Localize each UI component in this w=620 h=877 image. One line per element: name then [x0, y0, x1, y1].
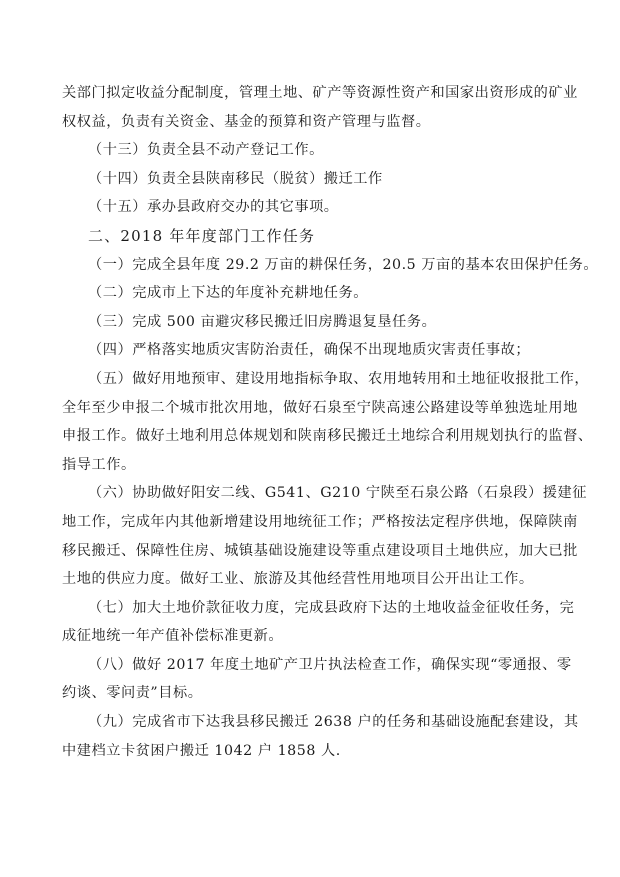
paragraph-line: 地工作，完成年内其他新增建设用地统征工作；严格按法定程序供地，保障陕南	[62, 513, 578, 530]
paragraph-line: 全年至少申报二个城市批次用地，做好石泉至宁陕高速公路建设等单独选址用地	[62, 399, 578, 416]
list-item-15: （十五）承办县政府交办的其它事项。	[88, 199, 339, 216]
task-item-7: （七）加大土地价款征收力度，完成县政府下达的土地收益金征收任务，完	[88, 599, 575, 616]
task-item-9: （九）完成省市下达我县移民搬迁 2638 户的任务和基础设施配套建设，其	[88, 714, 579, 731]
list-item-13: （十三）负责全县不动产登记工作。	[88, 142, 324, 159]
paragraph-line: 申报工作。做好土地利用总体规划和陕南移民搬迁土地综合利用规划执行的监督、	[62, 428, 593, 445]
paragraph-line: 中建档立卡贫困户搬迁 1042 户 1858 人.	[62, 742, 341, 759]
paragraph-line: 约谈、零问责”目标。	[62, 685, 203, 702]
list-item-14: （十四）负责全县陕南移民（脱贫）搬迁工作	[88, 170, 383, 187]
task-item-2: （二）完成市上下达的年度补充耕地任务。	[88, 285, 369, 302]
paragraph-line: 权权益，负责有关资金、基金的预算和资产管理与监督。	[62, 113, 431, 130]
task-item-4: （四）严格落实地质灾害防治责任，确保不出现地质灾害责任事故；	[88, 342, 531, 359]
task-item-3: （三）完成 500 亩避灾移民搬迁旧房腾退复垦任务。	[88, 313, 437, 330]
task-item-8: （八）做好 2017 年度土地矿产卫片执法检查工作，确保实现“零通报、零	[88, 656, 572, 673]
paragraph-line: 关部门拟定收益分配制度，管理土地、矿产等资源性资产和国家出资形成的矿业	[62, 85, 578, 101]
task-item-6: （六）协助做好阳安二线、G541、G210 宁陕至石泉公路（石泉段）援建征	[88, 485, 587, 502]
paragraph-line: 土地的供应力度。做好工业、旅游及其他经营性用地项目公开出让工作。	[62, 571, 534, 588]
task-item-1: （一）完成全县年度 29.2 万亩的耕保任务，20.5 万亩的基本农田保护任务。	[88, 256, 599, 273]
section-heading: 二、2018 年年度部门工作任务	[88, 226, 316, 245]
paragraph-line: 成征地统一年产值补偿标准更新。	[62, 628, 284, 645]
paragraph-line: 指导工作。	[62, 456, 136, 473]
task-item-5: （五）做好用地预审、建设用地指标争取、农用地转用和土地征收报批工作，	[88, 370, 590, 387]
paragraph-line: 移民搬迁、保障性住房、城镇基础设施建设等重点建设项目土地供应，加大已批	[62, 542, 578, 559]
